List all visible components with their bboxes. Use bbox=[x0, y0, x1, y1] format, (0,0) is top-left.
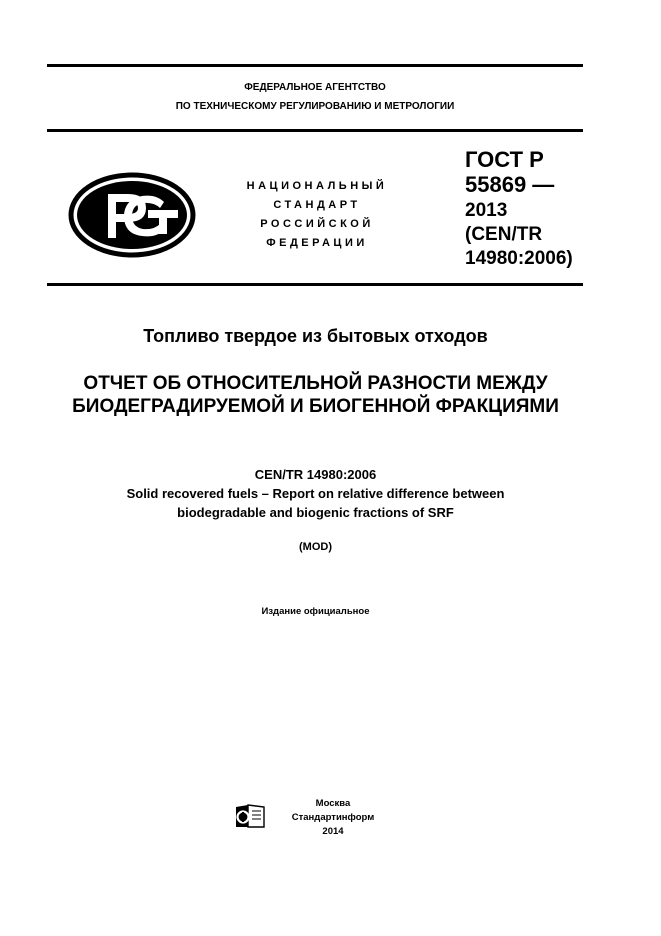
main-title-line-1: ОТЧЕТ ОБ ОТНОСИТЕЛЬНОЙ РАЗНОСТИ МЕЖДУ bbox=[83, 373, 548, 394]
agency-line-1: ФЕДЕРАЛЬНОЕ АГЕНТСТВО bbox=[244, 82, 386, 93]
designation-line-2: 55869 — bbox=[465, 172, 555, 197]
reference-english-line-2: biodegradable and biogenic fractions of SRF bbox=[177, 505, 454, 520]
national-standard-line-2: СТАНДАРТ bbox=[273, 199, 361, 211]
modification-label: (MOD) bbox=[299, 541, 332, 553]
publisher-year: 2014 bbox=[322, 826, 344, 837]
designation-rule bbox=[47, 283, 583, 286]
standartinform-logo-icon bbox=[233, 803, 267, 834]
national-standard-line-3: РОССИЙСКОЙ bbox=[260, 218, 374, 230]
national-standard-line-4: ФЕДЕРАЦИИ bbox=[266, 237, 368, 249]
reference-english-line-1: Solid recovered fuels – Report on relative difference between bbox=[126, 486, 505, 501]
agency-line-2: ПО ТЕХНИЧЕСКОМУ РЕГУЛИРОВАНИЮ И МЕТРОЛОГИИ bbox=[175, 101, 455, 112]
header-rule bbox=[47, 129, 583, 132]
top-rule bbox=[47, 64, 583, 67]
designation-line-3: 2013 bbox=[465, 200, 508, 221]
designation-line-1: ГОСТ Р bbox=[465, 147, 544, 172]
reference-code: CEN/TR 14980:2006 bbox=[254, 467, 377, 482]
subject-title: Топливо твердое из бытовых отходов bbox=[143, 326, 488, 346]
designation-line-4: (CEN/TR bbox=[465, 224, 543, 245]
rst-emblem-icon bbox=[68, 172, 196, 263]
main-title-line-2: БИОДЕГРАДИРУЕМОЙ И БИОГЕННОЙ ФРАКЦИЯМИ bbox=[72, 396, 559, 417]
designation-line-5: 14980:2006) bbox=[465, 248, 573, 269]
publisher-name: Стандартинформ bbox=[291, 812, 375, 823]
edition-label: Издание официальное bbox=[261, 606, 370, 617]
publisher-city: Москва bbox=[315, 798, 351, 809]
national-standard-line-1: НАЦИОНАЛЬНЫЙ bbox=[246, 180, 388, 192]
